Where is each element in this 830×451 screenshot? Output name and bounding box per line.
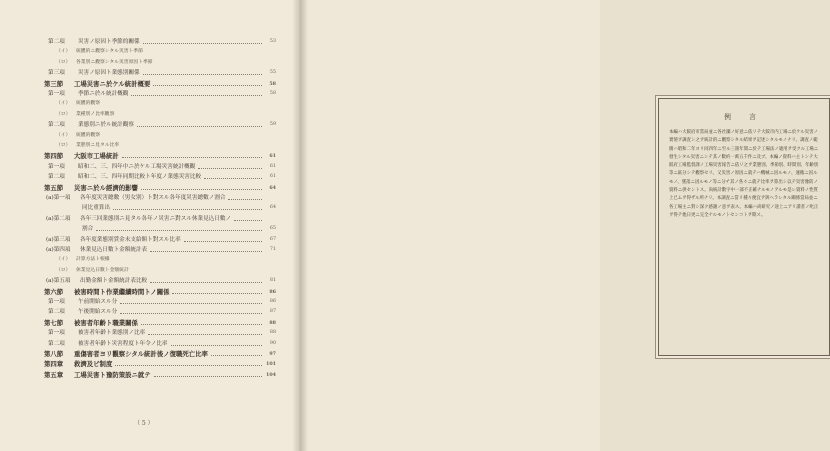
toc-title: 休業見込日數ト金額統計 [76,267,129,273]
toc-page-number: 86 [269,299,276,304]
toc-page-number: 64 [269,205,276,211]
toc-leader-dots [143,72,262,75]
book-gutter [292,0,308,451]
toc-title: 工場災害ニ於ケル統計概要 [74,79,151,88]
toc-label: (a)第四項 [46,247,71,253]
toc-page-number: 71 [269,247,276,252]
toc-title: 被害時間ト作業繼續時間トノ關係 [74,287,170,296]
toc-label: (a)第二項 [46,215,71,222]
toc-label: 第三節 [44,79,64,88]
toc-leader-dots [120,311,262,314]
toc-leader-dots [120,301,262,304]
toc-page-number: 104 [265,371,276,378]
toc-label: 第一項 [48,299,65,305]
toc-page-number: 53 [269,39,276,44]
toc-leader-dots [172,291,262,294]
toc-leader-dots [204,176,262,179]
toc-leader-dots [141,322,262,325]
toc-title: 割合 [82,226,94,233]
toc-title: 統體的觀察 [76,132,100,138]
toc-title: 午後開始スル分 [78,309,118,316]
toc-title: 災害ニ於ル經濟的影響 [74,183,138,192]
toc-page-number: 59 [269,122,276,128]
left-page [0,0,300,451]
toc-title: 業態別ニ見タル比率 [76,143,120,148]
toc-label: (a)第一項 [46,195,71,201]
toc-leader-dots [150,280,262,283]
toc-leader-dots [184,239,262,242]
toc-title: 午前開始スル分 [78,299,118,305]
toc-title: 被害者年齡ト職業關係 [74,318,138,327]
toc-label: （ロ） [56,267,71,273]
toc-label: 第二項 [48,340,65,347]
toc-label: 第六節 [44,287,64,296]
toc-title: 救濟及ビ制度 [74,360,113,369]
toc-label: 第二項 [48,309,65,316]
toc-label: 第三項 [48,70,65,77]
toc-label: 第五章 [44,370,64,379]
toc-label: （ロ） [56,59,71,65]
toc-page-number: 58 [269,80,276,87]
toc-page-number: 61 [269,174,276,180]
toc-label: （イ） [56,49,71,55]
toc-title: 被害者年齡ト災害程度ト年令ノ比率 [78,340,168,347]
toc-title: 各年三回業態別ニ見タル各年ノ災害ニ對スル休業見込日數ノ [80,215,232,222]
page-number: （ 5 ） [134,420,154,427]
toc-title: 同比重算出 [82,205,110,212]
toc-leader-dots [198,166,262,169]
toc-page-number: 65 [269,226,276,232]
toc-label: 第七節 [44,318,64,327]
toc-label: (a)第五項 [46,278,71,285]
toc-title: 大阪市工場統計 [74,152,119,161]
toc-label: 第二項 [48,39,65,45]
toc-page-number: 58 [269,91,276,96]
toc-page-number: 87 [269,309,276,315]
toc-title: 災害ノ原因ト業態別關係 [78,70,140,77]
toc-leader-dots [115,363,262,366]
toc-label: 第一項 [48,91,65,97]
toc-label: （イ） [56,101,71,107]
toc-page-number: 64 [269,184,276,191]
toc-leader-dots [234,218,262,221]
toc-leader-dots [131,93,262,96]
toc-page-number: 90 [269,340,276,346]
toc-title: 休業見込日數ト金額統計表 [80,247,148,253]
toc-leader-dots [122,155,262,158]
toc-leader-dots [148,332,262,335]
toc-leader-dots [211,353,262,356]
toc-page-number: 61 [269,153,276,160]
toc-label: （イ） [56,132,71,138]
preface-box [658,98,830,356]
toc-row [44,369,276,381]
preface-title: 例 言 [724,113,764,121]
toc-page-number: 88 [269,330,276,336]
toc-page-number: 55 [269,70,276,76]
toc-page-number: 97 [269,351,276,357]
toc-title: 業態別ニ於ル統計觀察 [78,122,134,129]
toc-leader-dots [113,207,262,210]
toc-label: 第四節 [44,152,64,161]
toc-title: 昭和二、三、四年中ニ於ケル工場災害統計概觀 [78,163,196,170]
preface-body: 本編ハ大阪府市當局並ニ各社團ノ好意ニ依リテ大阪市内工場ニ於ケル災害ノ實情ヲ調査シ之ヲ統計的ニ觀察シタル結果ヲ記述シタルモノナリ。調査ノ範圍ハ昭和二年ヨリ同四年ニ至ル三箇年間ニ於テ工場法ノ適用ヲ受クル工場ニ發生シタル災害ニシテ其ノ數約一萬五千件ニ及ブ。本編ノ資料ハ主トシテ大阪府工場監督課ノ工場災害報告ニ依リ之ヲ業態別、季節別、時間別、年齡別等ニ區分シテ觀察セリ。又災害ノ原因ニ就テハ機械ニ因ルモノ、運搬ニ因ルモノ、墜落ニ因ルモノ等ニ分チ其ノ各々ニ就テ比率ヲ算出シ以テ災害豫防ノ資料ニ供セントス。尚統計數字中一部不正確ナルモノアルモ是レ資料ノ性質上已ムヲ得ザル所ナリ。本調査ニ當リ種々便宜ヲ與ヘラレタル關係當局並ニ各工場主ニ對シ深ク感謝ノ意ヲ表ス。本編ハ尚研究ノ途上ニアリ讀者ノ叱正ヲ得テ他日更ニ完全ナルモノトセンコトヲ期ス。 [669,130,819,218]
toc-page-number: 61 [269,163,276,169]
toc-title: 季節ニ於ル統計概觀 [78,91,129,97]
toc-label: (a)第三項 [46,236,71,243]
toc-label: （イ） [56,257,71,263]
toc-label: 第二項 [48,122,65,129]
toc-title: 各年度業態別賃金未支給額ト對スル比率 [80,236,181,243]
toc-title: 統體的ニ觀察シタル災害ト季節 [76,49,143,55]
toc-title: 昭和二、三、四年同期比較ト年度ノ業態災害比較 [78,174,202,181]
toc-title: 災害ノ原因ト季節的關係 [78,39,140,45]
toc-title: 統體的觀察 [76,101,100,107]
toc-label: 第四章 [44,360,64,369]
toc-leader-dots [171,343,262,346]
toc-label: 第一項 [48,163,65,170]
toc-leader-dots [143,41,262,44]
toc-leader-dots [141,187,262,190]
toc-page-number: 86 [269,288,276,295]
toc-leader-dots [150,249,262,252]
toc-title: 重傷害者ヨリ觀察シタル統計後ノ復職死亡比率 [74,350,208,358]
toc-label: 第五節 [44,183,64,192]
toc-page-number: 81 [269,278,276,284]
toc-title: 工場災害ト豫防策設ニ就テ [74,370,151,379]
toc-label: 第二項 [48,174,65,181]
toc-leader-dots [137,124,262,127]
right-page [300,0,819,451]
toc-title: 計算方法ト根據 [76,257,110,263]
toc-title: 業種別ノ比率觀察 [76,111,115,117]
toc-page-number: 101 [265,361,276,368]
toc-label: （ロ） [56,143,71,148]
toc-title: 出勤金額ト金額統計表比較 [80,278,148,285]
toc-title: 各業別ニ觀察シタル災害原因ト季節 [76,59,153,65]
toc-leader-dots [228,197,262,200]
toc-label: 第八節 [44,350,64,358]
toc-label: 第一項 [48,330,65,337]
toc-label: （ロ） [56,111,71,117]
toc-leader-dots [154,374,262,377]
toc-leader-dots [96,228,262,231]
toc-leader-dots [153,83,262,86]
toc-page-number: 67 [269,236,276,242]
toc-page-number: 88 [269,319,276,326]
toc-title: 各年度災害總數（男女別）ト對スル各年度災害總數ノ割合 [80,195,226,201]
toc-title: 被害者年齡ト業態別ノ比率 [78,330,146,337]
